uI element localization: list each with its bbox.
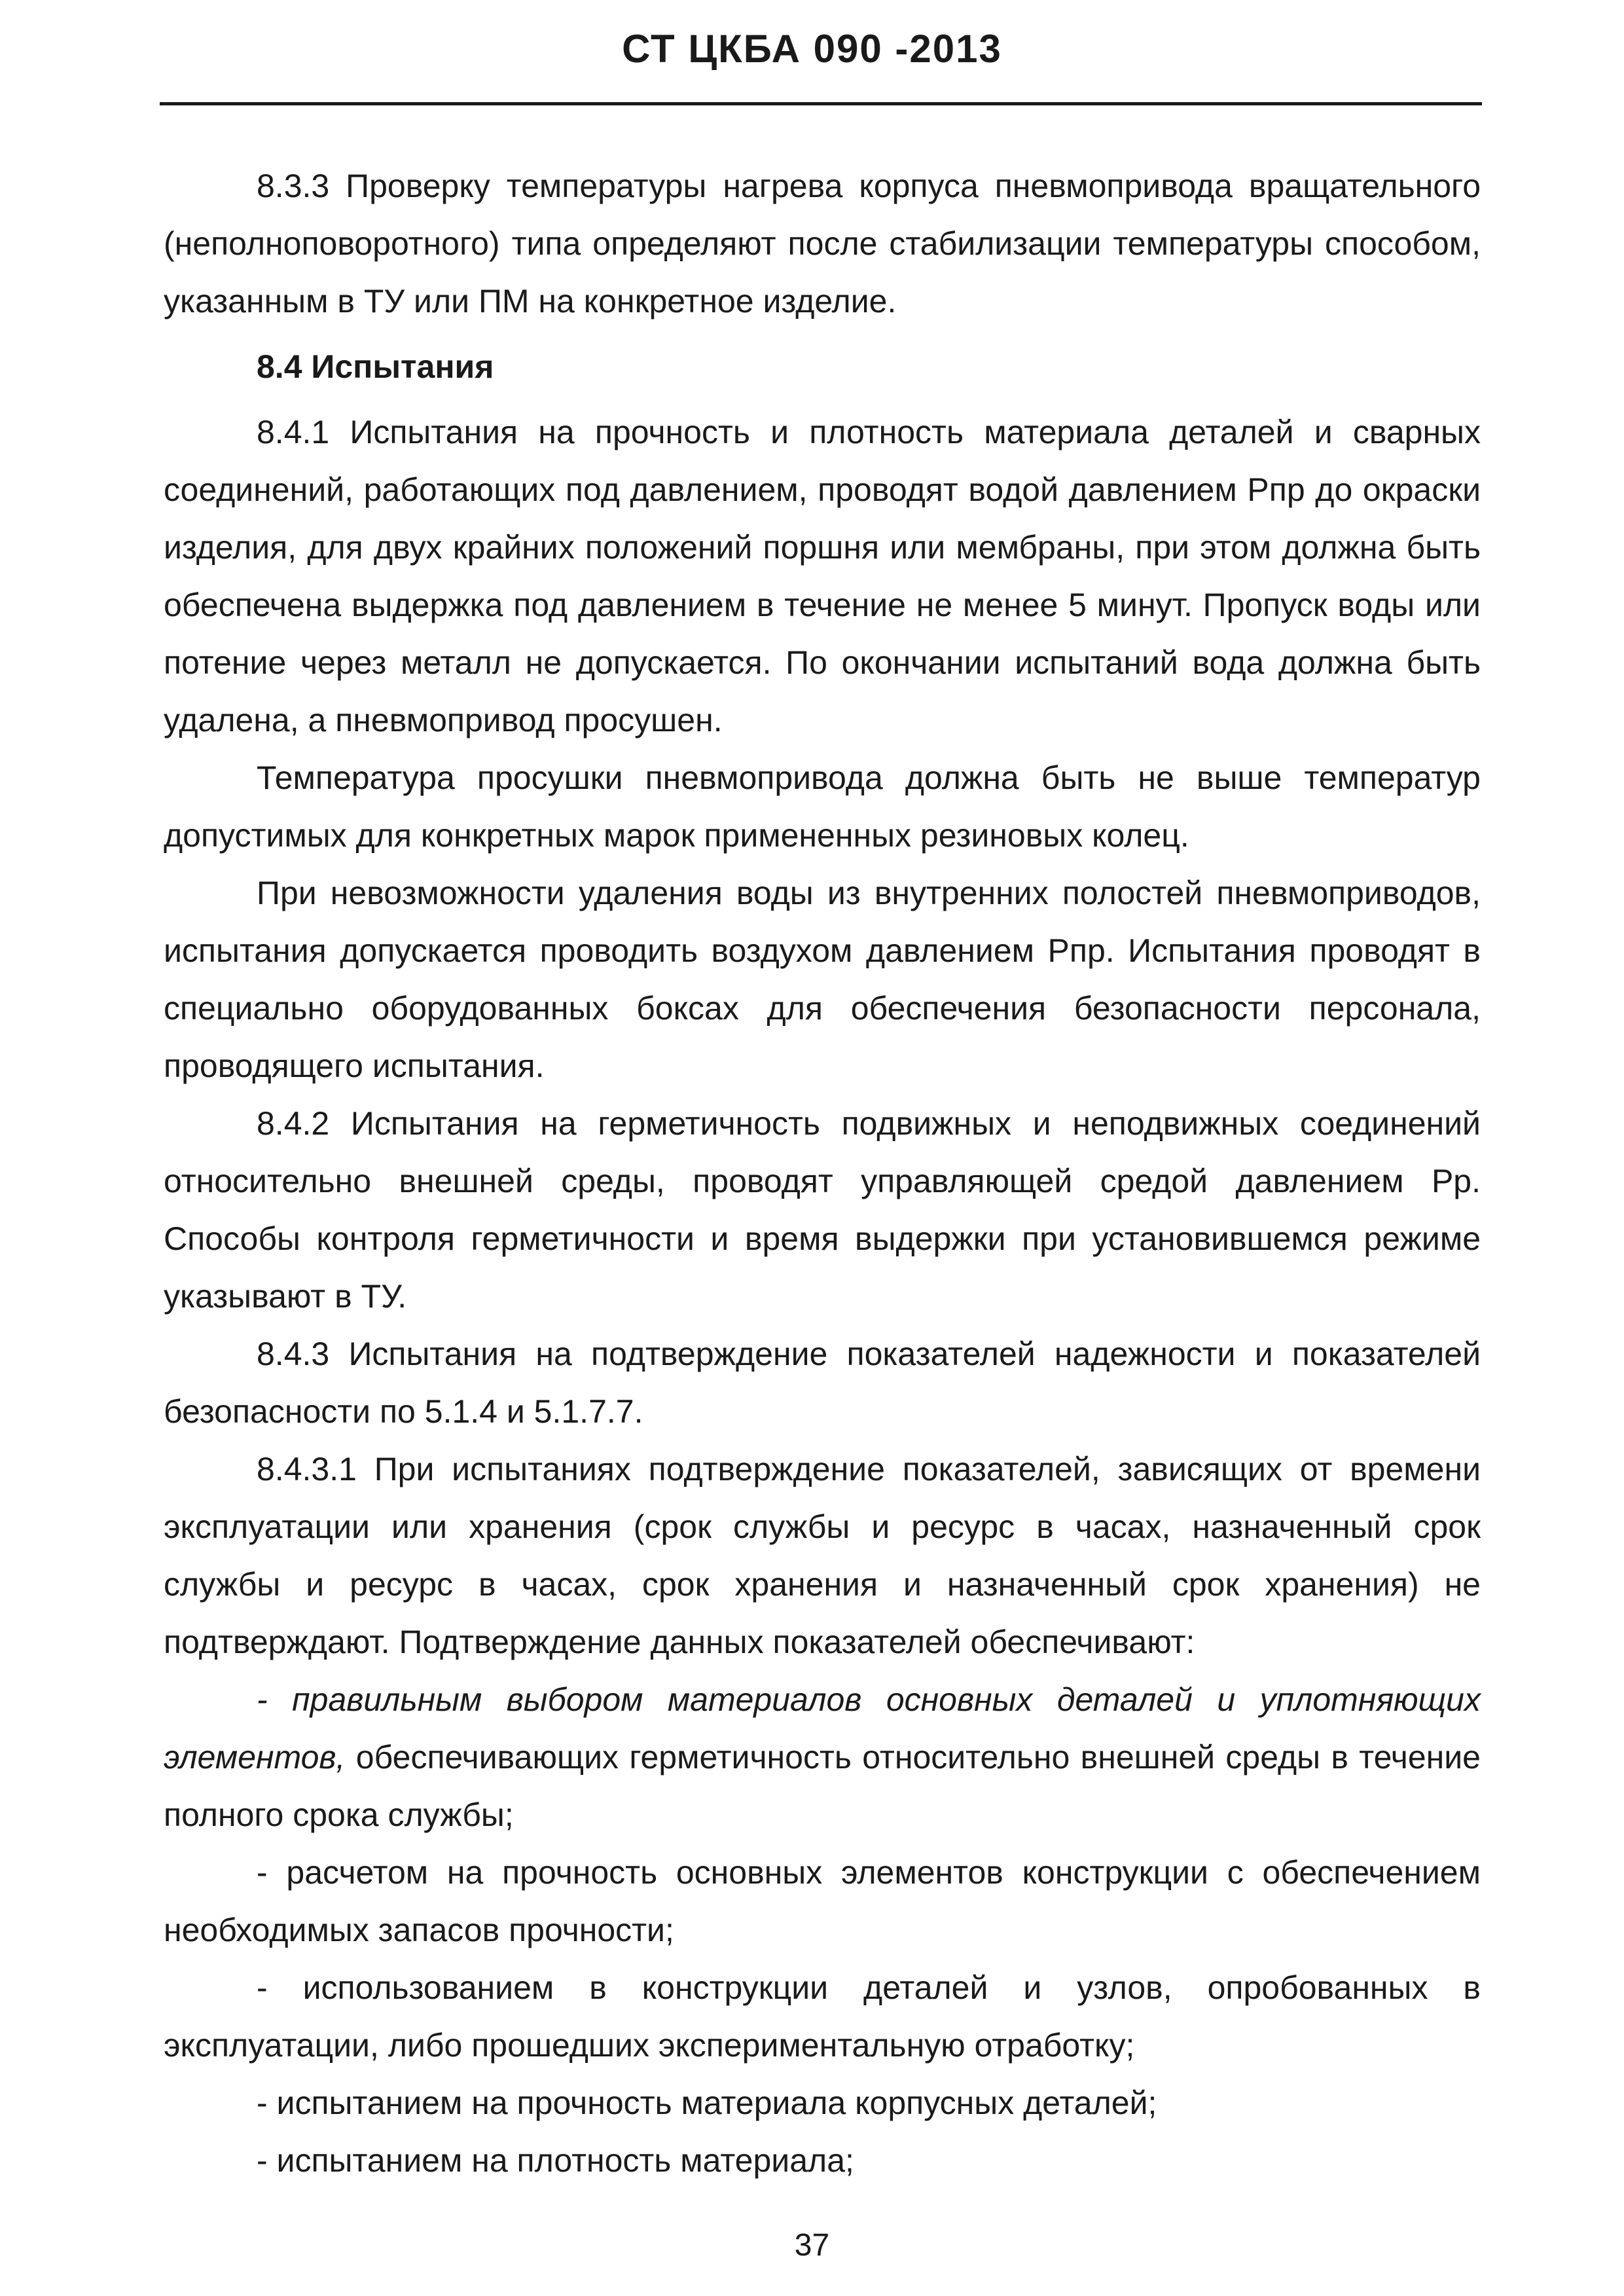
paragraph-air-testing: При невозможности удаления воды из внутренних полостей пневмоприводов, испытания допускается проводить воздухом давлением Рпр. Испытания проводят в специально оборудованных боксах для обеспечения безопасности персонала, проводящего испытания. (164, 875, 1481, 1084)
document-body (164, 157, 1481, 2189)
list-item-materials-italic: - правильным выбором материалов основных деталей и уплотняющих элементов, (164, 1681, 1481, 1776)
paragraph-8-4-2: 8.4.2 Испытания на герметичность подвижных и неподвижных соединений относительно внешней среды, проводят управляющей средой давлением Рр. Способы контроля герметичности и время выдержки при установившемся режиме указывают в ТУ. (164, 1105, 1481, 1315)
paragraph-8-4-3-1: 8.4.3.1 При испытаниях подтверждение показателей, зависящих от времени эксплуатации или хранения (срок службы и ресурс в часах, назначенный срок службы и ресурс в часах, срок хранения и назначенный срок хранения) не подтверждают. Подтверждение данных показателей обеспечивают: (164, 1451, 1481, 1660)
paragraph-drying-temperature: Температура просушки пневмопривода должна быть не выше температур допустимых для конкретных марок примененных резиновых колец. (164, 759, 1481, 854)
paragraph-8-3-3: 8.3.3 Проверку температуры нагрева корпуса пневмопривода вращательного (неполноповоротного) типа определяют после стабилизации температуры способом, указанным в ТУ или ПМ на конкретное изделие. (164, 168, 1481, 319)
list-item-materials (164, 1671, 1481, 1844)
page-number: 37 (794, 2228, 830, 2263)
list-item-strength-calc: - расчетом на прочность основных элементов конструкции с обеспечением необходимых запасов прочности; (164, 1854, 1481, 1948)
paragraph-8-4-1: 8.4.1 Испытания на прочность и плотность материала деталей и сварных соединений, работающих под давлением, проводят водой давлением Рпр до окраски изделия, для двух крайних положений поршня или мембраны, при этом должна быть обеспечена выдержка под давлением в течение не менее 5 минут. Пропуск воды или потение через металл не допускается. По окончании испытаний вода должна быть удалена, а пневмопривод просушен. (164, 414, 1481, 738)
list-item-materials-rest: обеспечивающих герметичность относительно внешней среды в течение полного срока службы; (164, 1739, 1481, 1833)
paragraph-8-4-3: 8.4.3 Испытания на подтверждение показателей надежности и показателей безопасности по 5.1.4 и 5.1.7.7. (164, 1336, 1481, 1430)
list-item-strength-test: - испытанием на прочность материала корпусных деталей; (257, 2085, 1157, 2121)
document-header: СТ ЦКБА 090 -2013 (622, 27, 1002, 71)
list-item-density-test: - испытанием на плотность материала; (257, 2142, 854, 2179)
section-heading-8-4: 8.4 Испытания (257, 348, 494, 385)
header-rule (160, 102, 1482, 105)
list-item-proven-parts: - использованием в конструкции деталей и узлов, опробованных в эксплуатации, либо прошедших экспериментальную отработку; (164, 1969, 1481, 2064)
